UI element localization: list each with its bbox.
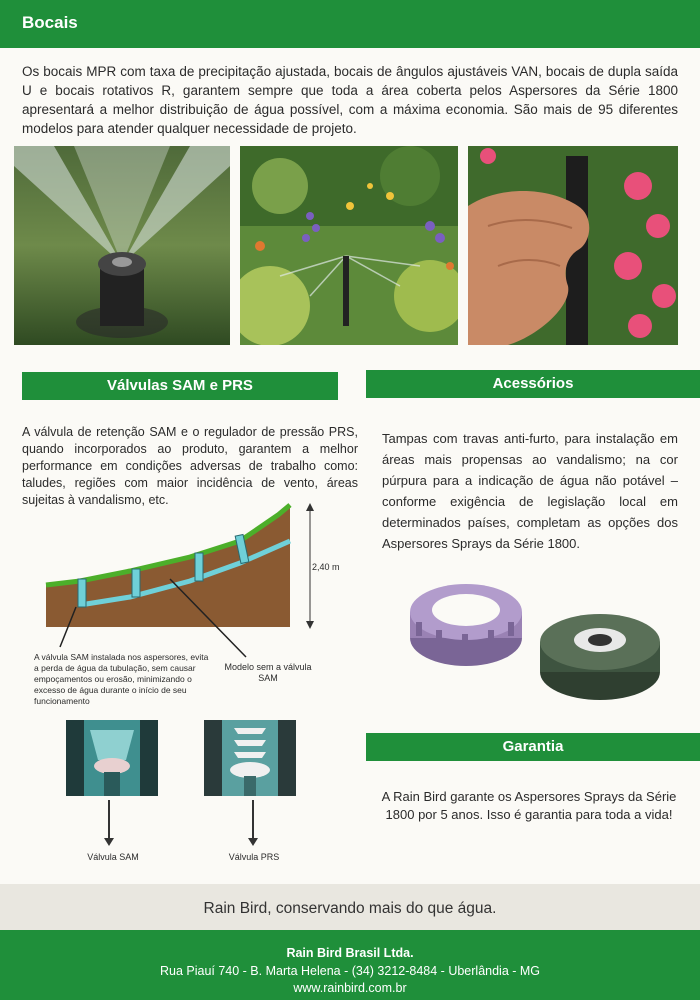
garantia-text: A Rain Bird garante os Aspersores Sprays da Série 1800 por 5 anos. Isso é garantia para toda a vida!: [381, 789, 677, 822]
footer-website-link[interactable]: www.rainbird.com.br: [293, 981, 407, 995]
sprinkler-spray-photo: [14, 146, 230, 345]
purple-cap-image: [410, 584, 522, 666]
prs-valve-label: Válvula PRS: [228, 852, 280, 862]
sam-valve-image: [66, 720, 158, 796]
garantia-header: Garantia: [366, 733, 700, 761]
model-without-sam-note: Modelo sem a válvula SAM: [224, 662, 312, 683]
garden-sprinkler-photo: [240, 146, 458, 345]
prs-valve-arrow: [252, 800, 254, 840]
prs-valve-image: [204, 720, 296, 796]
sam-valve-label: Válvula SAM: [87, 852, 139, 862]
bocais-title: Bocais: [22, 13, 78, 32]
sam-valve-note: A válvula SAM instalada nos aspersores, evita a perda de água da tubulação, sem causar empoçamentos ou erosão, minimizando o excesso de água durante o início de seu funcionamento: [34, 652, 209, 706]
acessorios-header: Acessórios: [366, 370, 700, 398]
slope-height-label: 2,40 m: [312, 562, 340, 572]
acessorios-text: Tampas com travas anti-furto, para instalação em áreas mais propensas ao vandalismo; na cor púrpura para a indicação de água não potável – conforme exigência de legislação local em determinados países, completam as opções dos Aspersores Sprays da Série 1800.: [382, 431, 678, 551]
footer-address: Rua Piauí 740 - B. Marta Helena - (34) 3212-8484 - Uberlândia - MG: [159, 964, 541, 978]
bocais-text: Os bocais MPR com taxa de precipitação ajustada, bocais de ângulos ajustáveis VAN, bocais de dupla saída U e bocais rotativos R, garantem sempre que toda a área coberta pelos Aspersores da Série 1800 apresentará a melhor distribuição de água possível, com a máxima economia. São mais de 95 diferentes modelos para atender qualquer necessidade de projeto.: [22, 64, 678, 136]
bocais-header-bar: [0, 0, 700, 48]
sam-valve-arrow: [108, 800, 110, 840]
caps-illustration: [404, 560, 680, 720]
sam-prs-text: A válvula de retenção SAM e o regulador de pressão PRS, quando incorporados ao produto, garantem a melhor performance em condições adversas de trabalho como: taludes, regiões com maior incidência de vento, áreas sujeitas à vandalismo, etc.: [22, 425, 358, 507]
hand-adjusting-sprinkler-photo: [468, 146, 678, 345]
green-cap-image: [540, 614, 660, 700]
sam-prs-header: Válvulas SAM e PRS: [22, 372, 338, 400]
footer: [0, 930, 700, 1000]
slogan: Rain Bird, conservando mais do que água.: [203, 900, 497, 917]
footer-company: Rain Bird Brasil Ltda.: [286, 946, 414, 960]
